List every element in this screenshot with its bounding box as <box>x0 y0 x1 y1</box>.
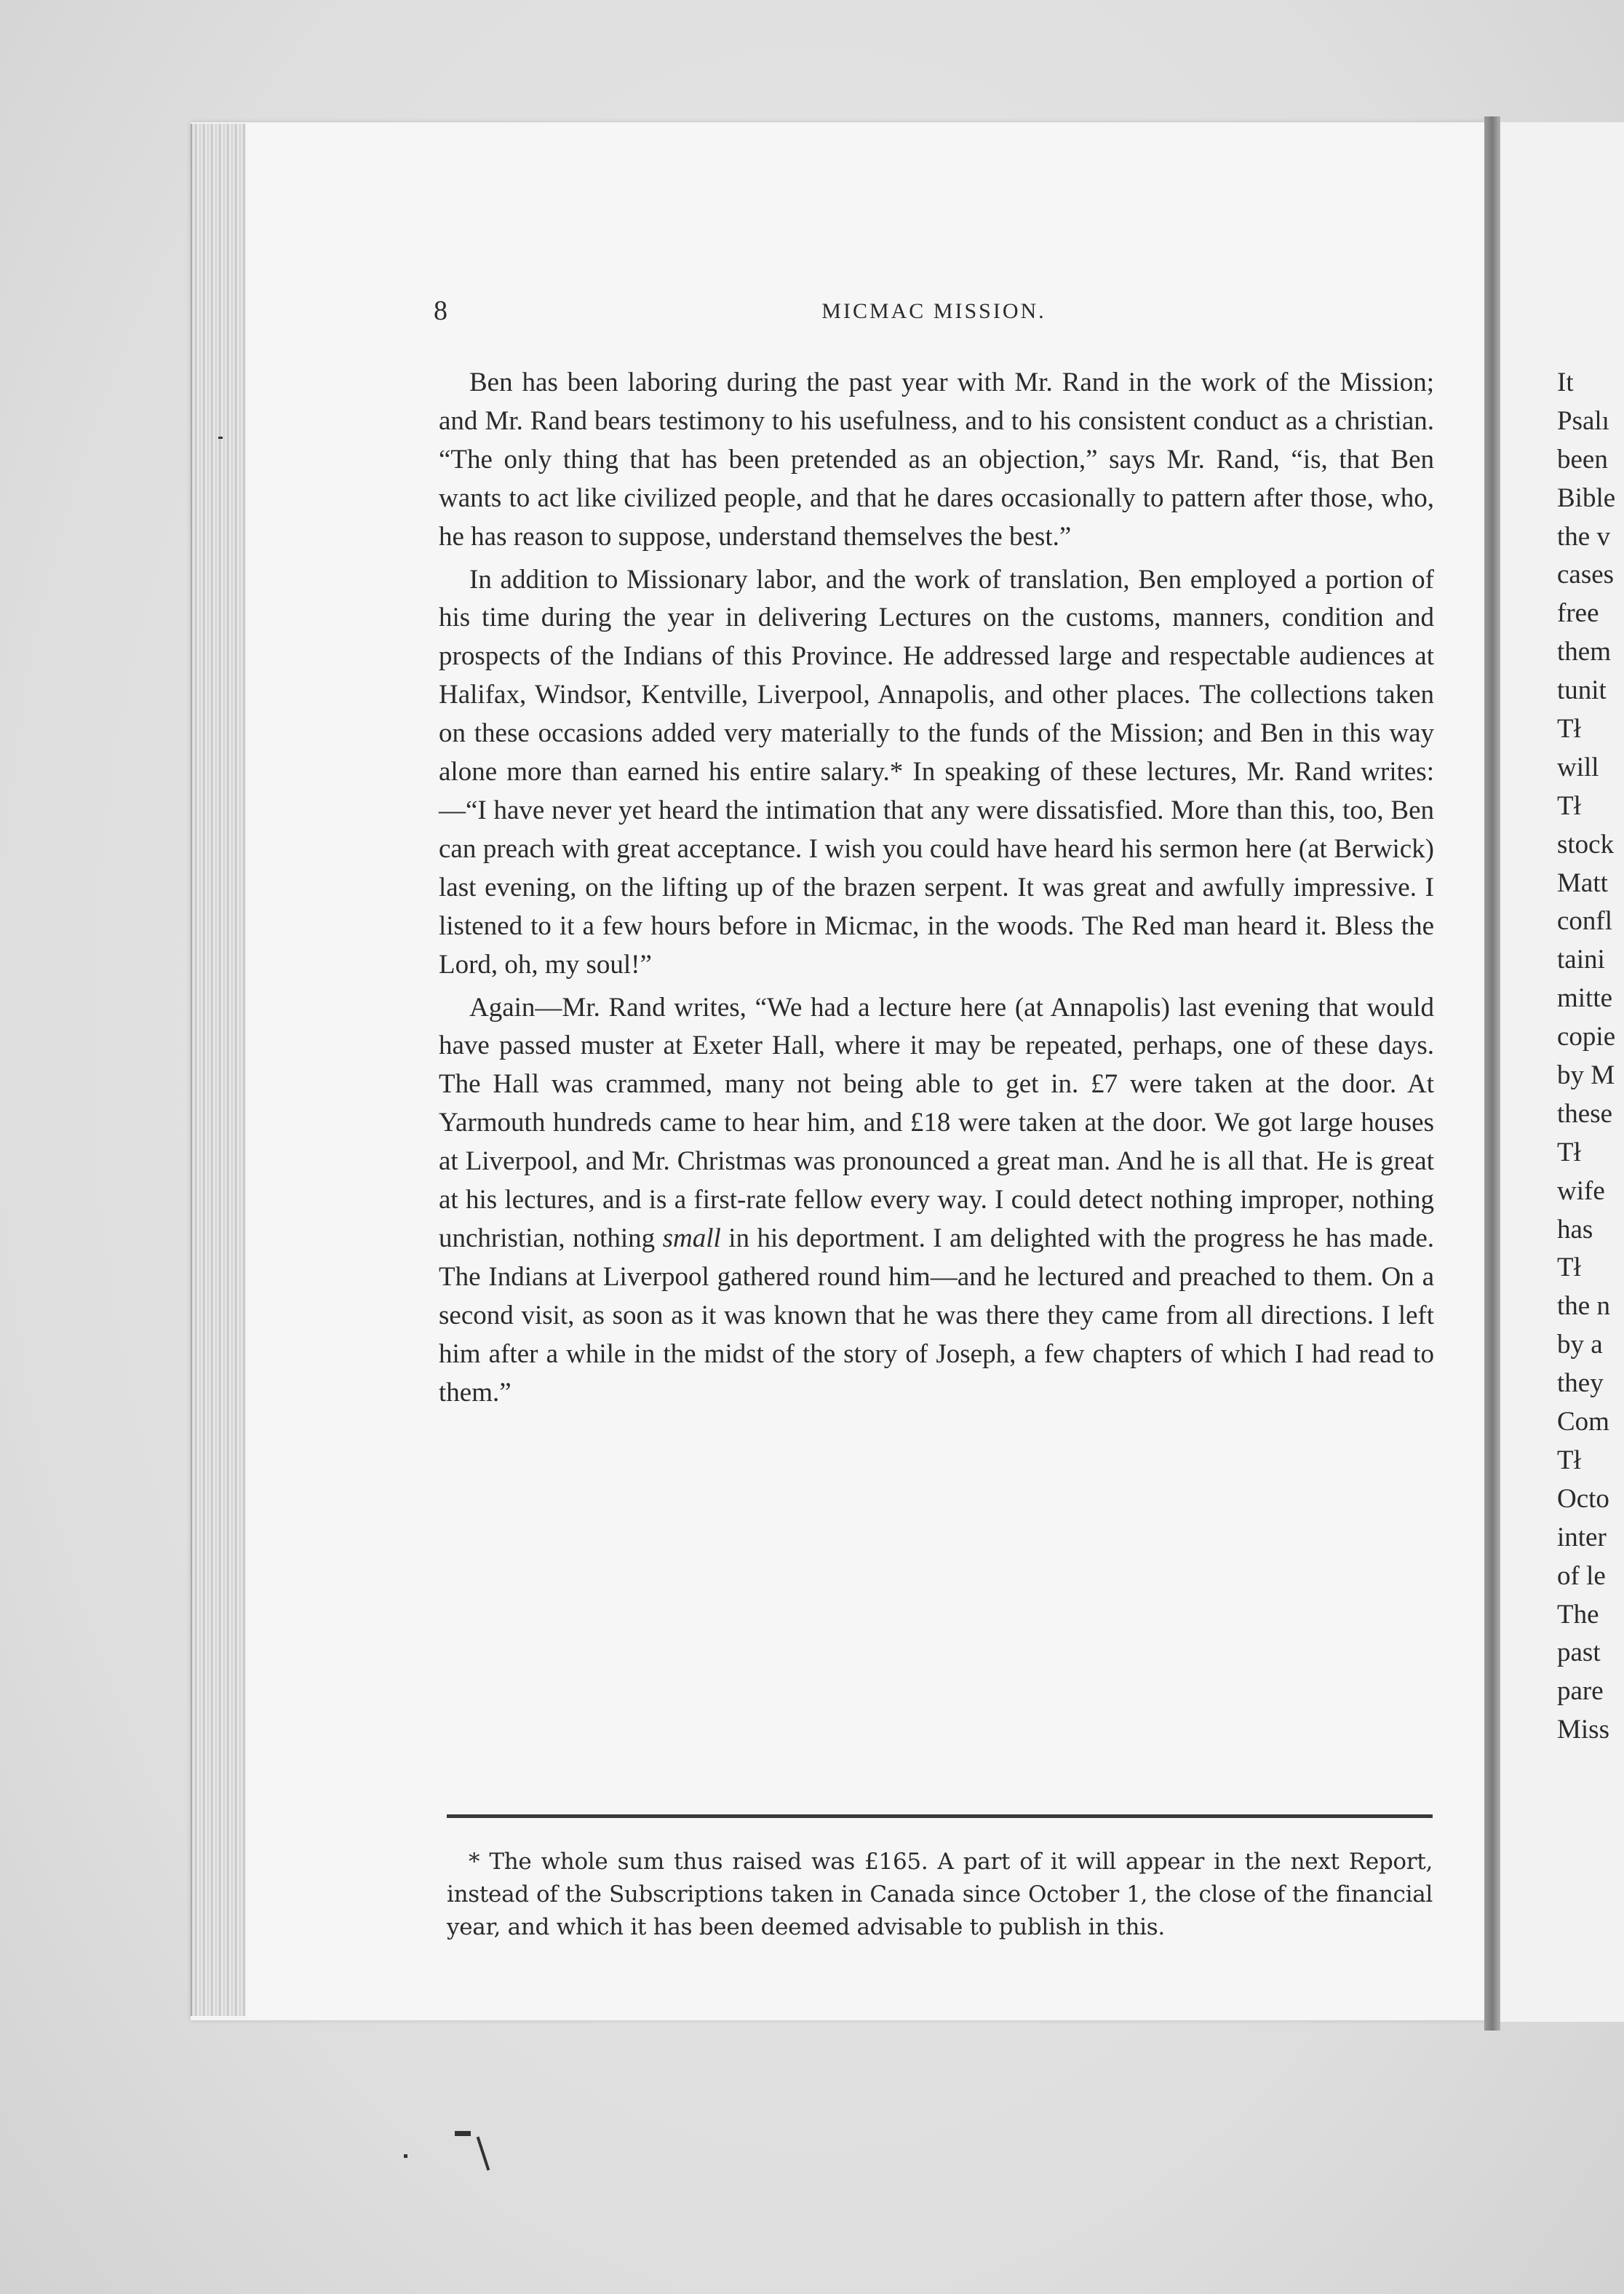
right-page-line: cases <box>1557 560 1615 590</box>
right-page-line: Tł <box>1557 714 1581 745</box>
right-page-line: of le <box>1557 1560 1606 1591</box>
page-number: 8 <box>434 295 447 326</box>
paragraph-3 <box>439 989 1434 1413</box>
right-page-line: Psalı <box>1557 405 1609 436</box>
right-page-line: Tł <box>1557 1253 1581 1283</box>
footnote <box>447 1846 1433 1944</box>
right-page-line: The <box>1557 1599 1599 1630</box>
right-page-line: the n <box>1557 1291 1610 1322</box>
right-page-line: has <box>1557 1214 1593 1245</box>
right-page-line: stock <box>1557 829 1615 860</box>
right-page-line: It <box>1557 368 1574 397</box>
right-page-line: Bible <box>1557 483 1616 513</box>
right-page-line: will <box>1557 752 1599 782</box>
right-page-line: by a <box>1557 1330 1603 1360</box>
right-page-line: taini <box>1557 945 1605 975</box>
header-title: MICMAC MISSION. <box>821 299 1046 323</box>
paragraph-3-text-b: in his deportment. I am delighted with the progress he has made. The Indians at Liverpool gathered round him—and he lectured and preached to them. On a second visit, as soon as it was known that he was there they came from all directions. I left him after a while in the midst of the story of Joseph, a few chapters of which I had read to them.” <box>439 1223 1434 1408</box>
right-page-line: confl <box>1557 906 1613 937</box>
right-page-line: mitte <box>1557 983 1613 1014</box>
right-page-line: Tł <box>1557 790 1581 821</box>
right-page-line: free <box>1557 598 1599 629</box>
paragraph-1: Ben has been laboring during the past year with Mr. Rand in the work of the Mission; and Mr. Rand bears testimony to his usefulness, and to his consistent conduct as a christian. “The only thing that has been pretended as an objection,” says Mr. Rand, “is, that Ben wants to act like civilized people, and that he dares occasionally to pattern after those, who, he has reason to suppose, understand themselves the best.” <box>439 368 1434 552</box>
right-page-line: by M <box>1557 1060 1615 1091</box>
right-page-line: Tł <box>1557 1445 1581 1475</box>
running-head <box>434 295 1434 331</box>
paragraph-3-text-a: Again—Mr. Rand writes, “We had a lecture here (at Annapolis) last evening that would have passed muster at Exeter Hall, where it may be repeated, perhaps, one of these days. The Hall was crammed, many not being able to get in. £7 were taken at the door. At Yarmouth hundreds came to hear him, and £18 were taken at the door. We got large houses at Liverpool, and Mr. Christmas was pronounced a great man. And he is all that. He is great at his lectures, and is a first-rate fellow every way. I could detect nothing improper, nothing unchristian, nothing <box>439 992 1434 1253</box>
right-page-text <box>1557 364 1624 1750</box>
book-gutter <box>1484 116 1500 2031</box>
scan-speck <box>404 2154 407 2158</box>
right-page-line: past <box>1557 1638 1601 1668</box>
right-page-line: tunit <box>1557 675 1607 706</box>
right-page-line: the v <box>1557 521 1610 552</box>
right-page-line: Com <box>1557 1407 1609 1437</box>
right-page-line: they <box>1557 1368 1604 1399</box>
right-page-line: inter <box>1557 1522 1607 1552</box>
right-page-line: pare <box>1557 1676 1604 1707</box>
right-page-line: been <box>1557 444 1608 475</box>
right-page-line: Octo <box>1557 1483 1609 1514</box>
right-page-line: Tł <box>1557 1137 1581 1167</box>
scan-speck <box>218 437 223 439</box>
right-page-line: copie <box>1557 1022 1616 1052</box>
footnote-text: * The whole sum thus raised was £165. A part of it will appear in the next Report, instead of the Subscriptions taken in Canada since October 1, the close of the financial year, and which it has been deemed advisable to publish in this. <box>447 1849 1433 1940</box>
paragraph-2: In addition to Missionary labor, and the work of translation, Ben employed a portion of his time during the year in delivering Lectures on the customs, manners, condition and prospects of the Indians of this Province. He addressed large and respectable audiences at Halifax, Windsor, Kentville, Liverpool, Annapolis, and other places. The collections taken on these occasions added very materially to the funds of the Mission; and Ben in this way alone more than earned his entire salary.* In speaking of these lectures, Mr. Rand writes:—“I have never yet heard the intimation that any were dissatisfied. More than this, too, Ben can preach with great acceptance. I wish you could have heard his sermon here (at Berwick) last evening, on the lifting up of the brazen serpent. It was great and awfully impressive. I listened to it a few hours before in Micmac, in the woods. The Red man heard it. Bless the Lord, oh, my soul!” <box>439 564 1434 980</box>
right-page-line: Matt <box>1557 868 1608 898</box>
right-page-line: Miss <box>1557 1715 1609 1745</box>
paragraph-3-italic: small <box>662 1223 721 1253</box>
right-page-line: wife <box>1557 1175 1605 1206</box>
body-text <box>439 364 1434 1416</box>
right-page-line: them <box>1557 637 1611 667</box>
scan-speck <box>455 2131 471 2136</box>
page-edges <box>191 124 250 2016</box>
right-page-line: these <box>1557 1098 1613 1129</box>
footnote-rule <box>447 1814 1433 1818</box>
